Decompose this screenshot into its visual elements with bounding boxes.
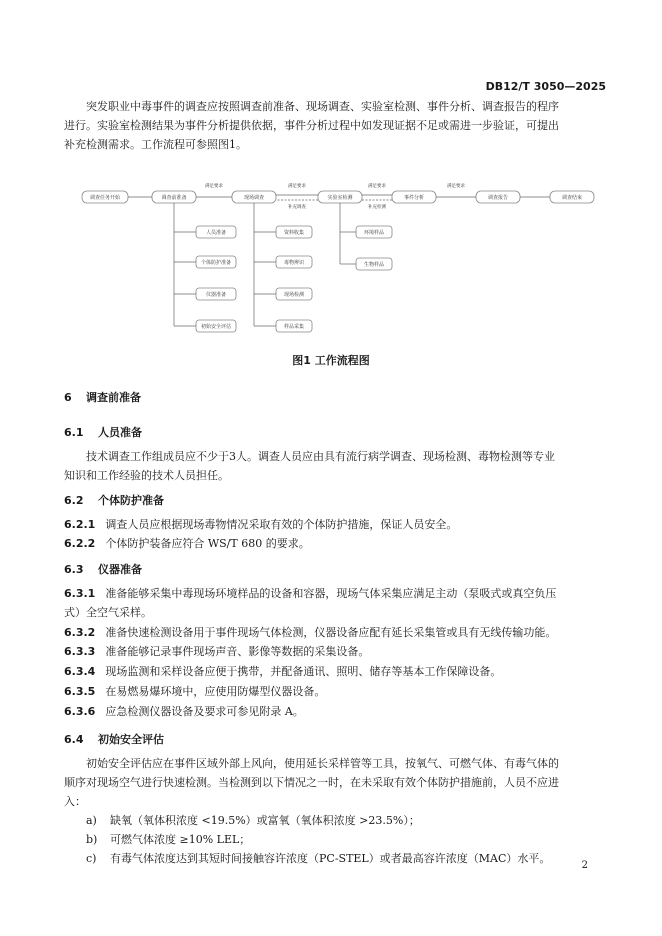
svg-text:生物样品: 生物样品 bbox=[363, 261, 385, 268]
flow-lab-child-2 bbox=[340, 258, 392, 270]
intro-paragraph: 突发职业中毒事件的调查应按照调查前准备、现场调查、实验室检测、事件分析、调查报告的程序 进行。实验室检测结果为事件分析提供依据，事件分析过程中如发现证据不足或需进一步验证，可提出 补充检测需求。工作流程可参照图1。 bbox=[64, 100, 559, 151]
section-6-1-text: 技术调查工作组成员应不少于3人。调查人员应由具有流行病学调查、现场检测、毒物检测等专业 知识和工作经验的技术人员担任。 bbox=[64, 450, 555, 482]
svg-text:现场检测: 现场检测 bbox=[283, 291, 305, 298]
section-6-heading: 6 调查前准备 bbox=[64, 391, 141, 404]
list-item-c: c) 有毒气体浓度达到其短时间接触容许浓度（PC-STEL）或者最高容许浓度（MAC）水平。 bbox=[86, 852, 551, 865]
edge-label-meet2: 满足要求 bbox=[288, 184, 306, 189]
svg-text:调查报告: 调查报告 bbox=[487, 194, 509, 201]
svg-text:实验室检测: 实验室检测 bbox=[327, 194, 353, 201]
svg-text:毒物辨识: 毒物辨识 bbox=[283, 259, 305, 266]
svg-text:事件分析: 事件分析 bbox=[403, 194, 425, 201]
list-item-a: a) 缺氧（氧体积浓度 <19.5%）或富氧（氧体积浓度 >23.5%）； bbox=[86, 814, 420, 827]
section-6-3-heading: 6.3 仪器准备 bbox=[64, 563, 142, 576]
flow-lab-child-1 bbox=[340, 226, 392, 238]
flow-node-report bbox=[476, 191, 520, 203]
edge-label-meet3: 满足要求 bbox=[368, 184, 386, 189]
svg-text:资料收集: 资料收集 bbox=[283, 229, 305, 236]
flow-field-child-4 bbox=[254, 320, 312, 332]
list-item-b: b) 可燃气体浓度 ≥10% LEL； bbox=[86, 833, 251, 846]
svg-text:仪器准备: 仪器准备 bbox=[205, 291, 227, 298]
clause-6-3-2: 6.3.2 准备快速检测设备用于事件现场气体检测，仪器设备应配有延长采集管或具有无线传输功能。 bbox=[64, 626, 557, 639]
clause-6-3-1: 6.3.1 准备能够采集中毒现场环境样品的设备和容器，现场气体采集应满足主动（泵吸式或真空负压 式）全空气采样。 bbox=[64, 587, 557, 619]
flow-prep-child-3 bbox=[174, 288, 236, 300]
svg-text:调查前准备: 调查前准备 bbox=[161, 194, 187, 201]
svg-text:人员准备: 人员准备 bbox=[205, 229, 227, 236]
document-code: DB12/T 3050—2025 bbox=[485, 80, 606, 93]
flow-node-lab bbox=[318, 191, 362, 203]
svg-text:个体防护准备: 个体防护准备 bbox=[200, 259, 232, 266]
svg-text:调查任务开始: 调查任务开始 bbox=[89, 194, 121, 201]
flow-field-child-2 bbox=[254, 256, 312, 268]
edge-label-meet1: 满足要求 bbox=[205, 184, 223, 189]
svg-text:现场调查: 现场调查 bbox=[243, 194, 265, 201]
edge-label-supplement-test: 补充检测 bbox=[368, 205, 386, 210]
clause-6-3-5: 6.3.5 在易燃易爆环境中，应使用防爆型仪器设备。 bbox=[64, 685, 326, 698]
svg-text:样品采集: 样品采集 bbox=[283, 323, 305, 330]
flow-prep-child-4 bbox=[174, 320, 236, 332]
clause-6-3-3: 6.3.3 准备能够记录事件现场声音、影像等数据的采集设备。 bbox=[64, 645, 370, 658]
flow-node-start bbox=[82, 191, 128, 203]
flow-node-field bbox=[232, 191, 276, 203]
workflow-flowchart bbox=[80, 165, 600, 345]
flow-node-prep bbox=[152, 191, 196, 203]
flow-field-child-1 bbox=[254, 226, 312, 238]
edge-label-supplement-investigation: 补充调查 bbox=[288, 205, 306, 210]
flow-node-end bbox=[550, 191, 594, 203]
section-6-1-heading: 6.1 人员准备 bbox=[64, 426, 142, 439]
svg-text:初始安全评估: 初始安全评估 bbox=[200, 323, 232, 330]
clause-6-3-4: 6.3.4 现场监测和采样设备应便于携带，并配备通讯、照明、储存等基本工作保障设备。 bbox=[64, 665, 502, 678]
flow-node-analysis bbox=[392, 191, 436, 203]
svg-text:环境样品: 环境样品 bbox=[363, 229, 385, 236]
edge-label-meet4: 满足要求 bbox=[447, 184, 465, 189]
svg-text:调查结束: 调查结束 bbox=[561, 194, 583, 201]
section-6-4-heading: 6.4 初始安全评估 bbox=[64, 733, 164, 746]
flow-prep-child-2 bbox=[174, 256, 236, 268]
clause-6-3-6: 6.3.6 应急检测仪器设备及要求可参见附录 A。 bbox=[64, 705, 304, 718]
flow-field-child-3 bbox=[254, 288, 312, 300]
page-number: 2 bbox=[581, 860, 588, 871]
section-6-4-text: 初始安全评估应在事件区域外部上风向，使用延长采样管等工具，按氧气、可燃气体、有毒气体的 顺序对现场空气进行快速检测。当检测到以下情况之一时，在未采取有效个体防护措施前，人员不应进 入： bbox=[64, 757, 559, 808]
figure-caption: 图1 工作流程图 bbox=[292, 354, 370, 367]
flow-prep-child-1 bbox=[174, 226, 236, 238]
clause-6-2-2: 6.2.2 个体防护装备应符合 WS/T 680 的要求。 bbox=[64, 537, 310, 550]
section-6-2-heading: 6.2 个体防护准备 bbox=[64, 494, 164, 507]
clause-6-2-1: 6.2.1 调查人员应根据现场毒物情况采取有效的个体防护措施，保证人员安全。 bbox=[64, 518, 458, 531]
